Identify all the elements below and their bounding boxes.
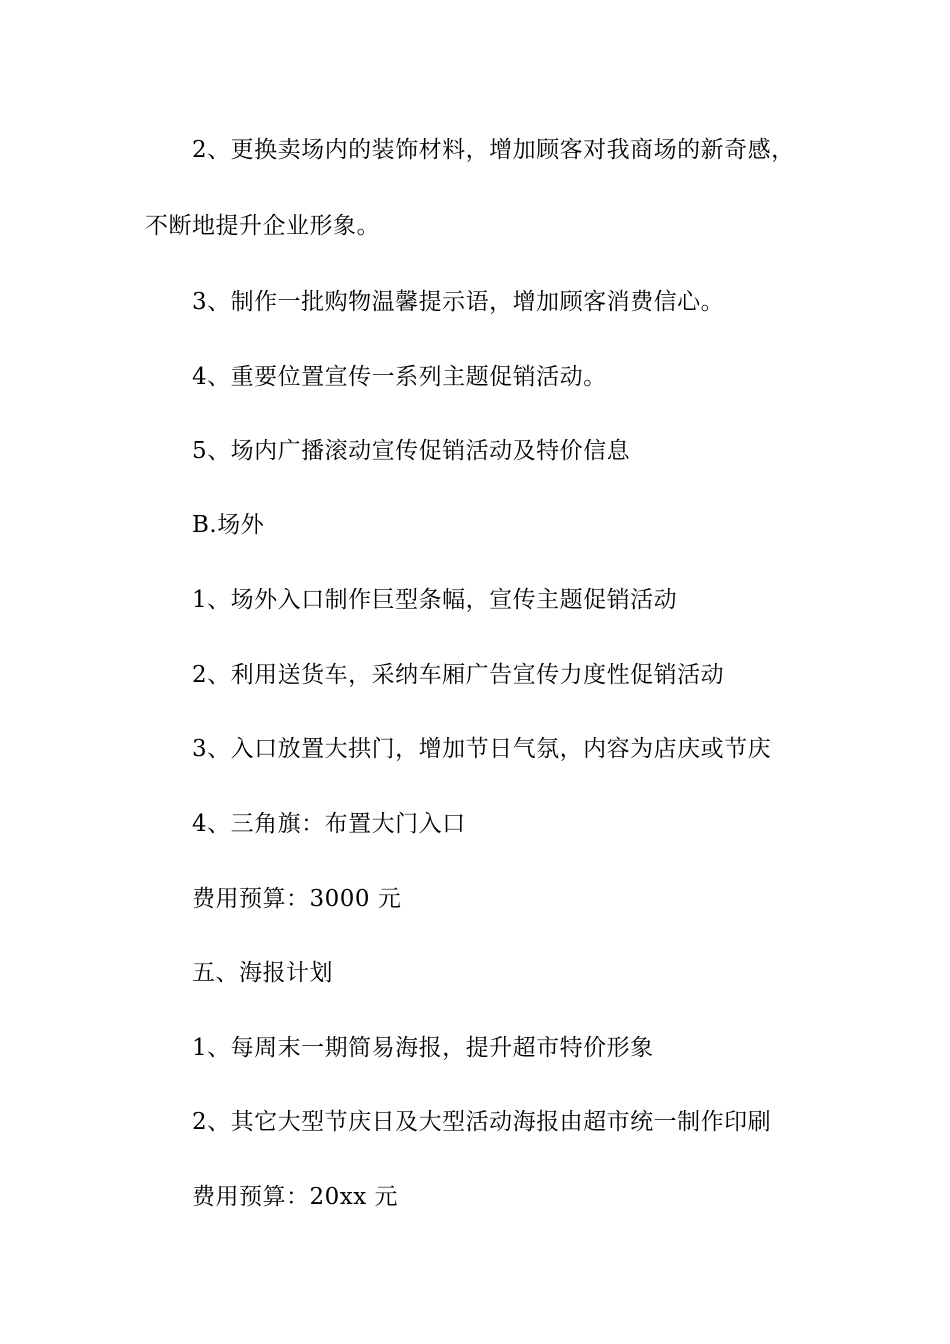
paragraph-shopping-tips: 3、制作一批购物温馨提示语，增加顾客消费信心。	[192, 289, 725, 315]
paragraph-festival-posters: 2、其它大型节庆日及大型活动海报由超市统一制作印刷	[192, 1109, 772, 1135]
paragraph-delivery-truck: 2、利用送货车，采纳车厢广告宣传力度性促销活动	[192, 662, 725, 688]
paragraph-key-positions: 4、重要位置宣传一系列主题促销活动。	[192, 364, 607, 390]
paragraph-arch-gate: 3、入口放置大拱门，增加节日气氛，内容为店庆或节庆	[192, 736, 772, 762]
paragraph-decor-materials: 2、更换卖场内的装饰材料，增加顾客对我商场的新奇感，	[192, 137, 795, 163]
paragraph-weekly-poster: 1、每周末一期简易海报，提升超市特价形象	[192, 1035, 654, 1061]
section-heading-poster-plan: 五、海报计划	[192, 960, 333, 986]
paragraph-banner: 1、场外入口制作巨型条幅，宣传主题促销活动	[192, 587, 678, 613]
budget-line-2: 费用预算：20xx 元	[192, 1184, 399, 1210]
section-heading-outdoor: B.场外	[192, 512, 265, 538]
budget-line-1: 费用预算：3000 元	[192, 886, 402, 912]
paragraph-decor-materials-cont: 不断地提升企业形象。	[145, 213, 380, 239]
paragraph-broadcast: 5、场内广播滚动宣传促销活动及特价信息	[192, 438, 631, 464]
paragraph-pennants: 4、三角旗：布置大门入口	[192, 811, 466, 837]
